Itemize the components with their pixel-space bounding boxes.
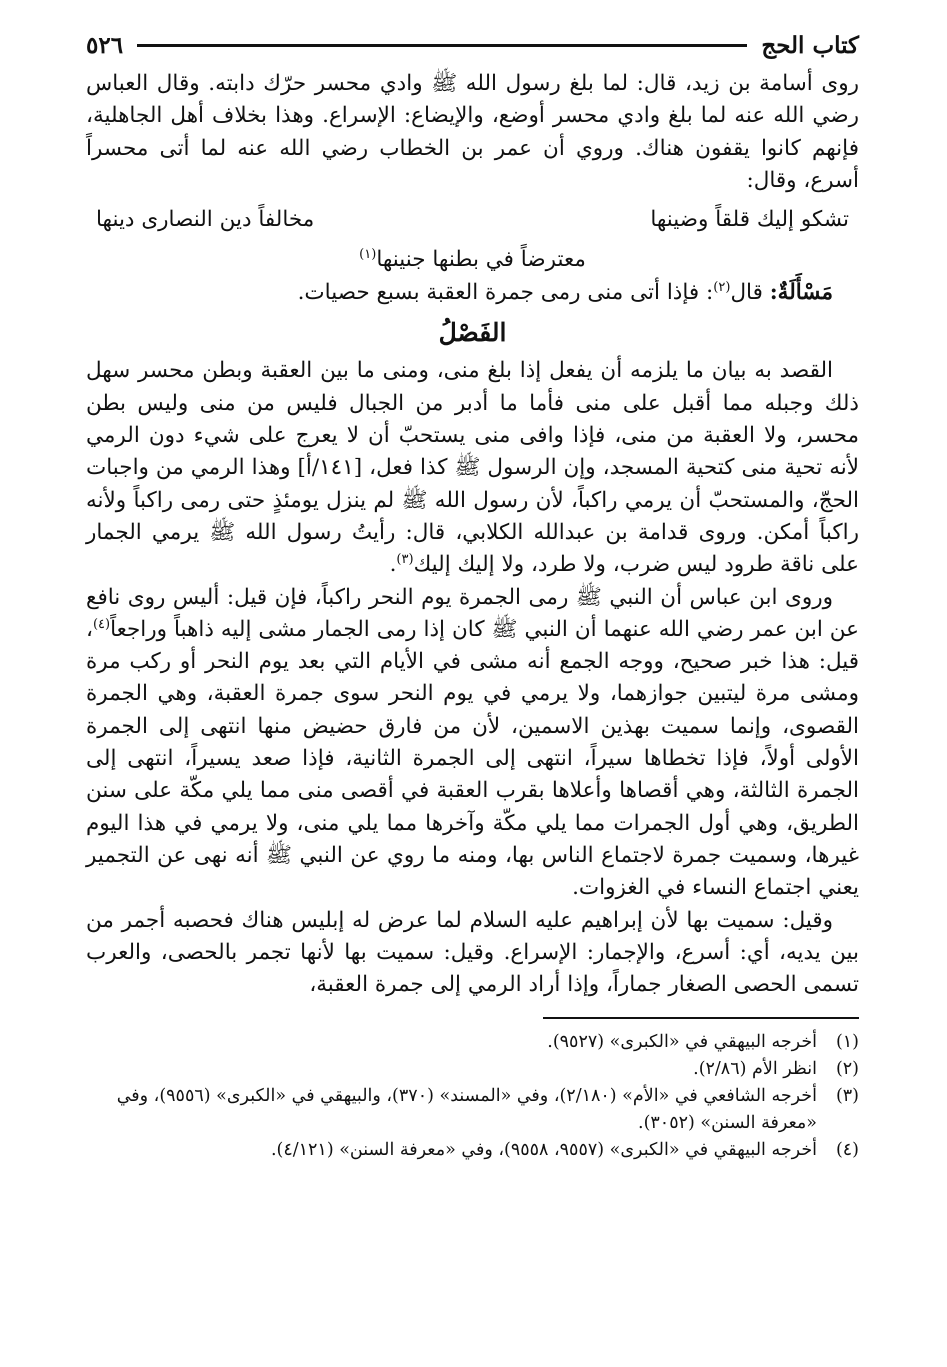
- footnote-number: (١): [835, 1032, 859, 1053]
- poem-verse: [86, 237, 859, 277]
- footnote-number: (٢): [835, 1059, 859, 1080]
- masala-text: قال: [730, 280, 763, 306]
- paragraph-text: .: [389, 552, 397, 578]
- paragraph-text: وروى ابن عباس أن النبي ﷺ رمى الجمرة يوم النحر راكباً، فإن قيل: أليس روى نافع عن ابن عمر رضي الله عنهما أن النبي ﷺ كان إذا رمى الجمار مشى إليه ذاهباً وراجعاً: [86, 584, 859, 642]
- running-header: [86, 28, 859, 62]
- footnote-ref[interactable]: (٤): [92, 616, 111, 632]
- footnote-number: (٤): [835, 1140, 859, 1161]
- main-text: [86, 68, 859, 1001]
- page-number: ٥٢٦: [86, 31, 124, 59]
- section-title: الفَصْلُ: [438, 318, 507, 348]
- verse-hemistich: تشكو إليك قلقاً وضينها: [650, 207, 849, 233]
- paragraph-text: ، قيل: هذا خبر صحيح، ووجه الجمع أنه مشى في الأيام التي بعد يوم النحر أو ركب مرة ومشى مرة ليتبين جوازهما، ولا يرمي في يوم النحر سوى جمرة العقبة، وهي الجمرة القصوى، وإنما سميت بهذين الاسمين، لأن من فارق حضيض منها انتهى إلى الجمرة الأولى أولاً، فإذا تخطاها سيراً، انتهى إلى الجمرة الثانية، فإذا صعد يسيراً، انتهى إلى الجمرة الثالثة، وهي أقصاها وأعلاها بقرب العقبة في أقصى منى مما يلي مكّة على سنن الطريق، وهي أول الجمرات مما يلي مكّة وآخرها مما يلي منى، ولا يرمي في هذا اليوم غيرها، وسميت جمرة لاجتماع الناس بها، ومنه ما روي عن النبي ﷺ أنه نهى عن التجمير يعني اجتماع النساء في الغزوات.: [86, 616, 859, 901]
- footnote-text: أخرجه الشافعي في «الأم» (٢/١٨٠)، وفي «المسند» (٣٧٠)، والبيهقي في «الكبرى» (٩٥٥٦)، وفي «معرفة السنن» (٣٠٥٢).: [116, 1086, 817, 1134]
- paragraph: [86, 355, 859, 581]
- masala-line: [86, 277, 859, 309]
- footnote-text: انظر الأم (٢/٨٦).: [693, 1059, 817, 1080]
- footnote: [86, 1029, 859, 1056]
- footnote: [86, 1137, 859, 1164]
- verse-hemistich: مخالفاً دين النصارى دينها: [96, 207, 315, 233]
- footnote-ref[interactable]: (٢): [713, 280, 731, 296]
- verse-hemistich: معترضاً في بطنها جنينها: [376, 247, 586, 273]
- paragraph: روى أسامة بن زيد، قال: لما بلغ رسول الله ﷺ وادي محسر حرّك دابته. وقال العباس رضي الله عنه لما بلغ وادي محسر أوضع، والإيضاع: الإسراع. وهذا بخلاف أهل الجاهلية، فإنهم كانوا يقفون هناك. وروي أن عمر بن الخطاب رضي الله عنه لما أتى محسراً أسرع، وقال:: [86, 71, 859, 193]
- footnote-rule: [543, 1017, 859, 1019]
- poem-verse: [86, 197, 859, 237]
- footnote-ref[interactable]: (١): [359, 247, 377, 263]
- footnote-number: (٣): [835, 1086, 859, 1107]
- header-rule: [137, 44, 747, 47]
- paragraph: [86, 582, 859, 905]
- masala-text: : فإذا أتى منى رمى جمرة العقبة بسبع حصيات.: [297, 280, 714, 306]
- footnote-text: أخرجه البيهقي في «الكبرى» (٩٥٥٧، ٩٥٥٨)، وفي «معرفة السنن» (٤/١٢١).: [270, 1140, 817, 1161]
- footnote-ref[interactable]: (٣): [396, 552, 414, 568]
- footnote-text: أخرجه البيهقي في «الكبرى» (٩٥٢٧).: [547, 1032, 817, 1053]
- footnotes: [86, 1029, 859, 1164]
- paragraph-text: القصد به بيان ما يلزمه أن يفعل إذا بلغ منى، ومنى ما بين العقبة وبطن محسر سهل ذلك وجبله مما أقبل على منى فأما ما أدبر من الجبال فليس من منى وليس بطن محسر، ولا العقبة من منى، فإذا وافى منى يستحبّ أن لا يعرج على شيء دون الرمي لأنه تحية منى كتحية المسجد، وإن الرسول ﷺ كذا فعل، [١٤١/أ] وهذا الرمي من واجبات الحجّ، والمستحبّ أن يرمي راكباً، لأن رسول الله ﷺ لم ينزل يومئذٍ حتى رمى راكباً ولأنه راكباً أمكن. وروى قدامة بن عبدالله الكلابي، قال: رأيتُ رسول الله ﷺ يرمي الجمار على ناقة طرود ليس ضرب، ولا طرد، ولا إليك إليك: [86, 358, 859, 578]
- footnote: [86, 1056, 859, 1083]
- chapter-title: كتاب الحج: [761, 31, 859, 59]
- masala-label: مَسْأَلَةٌ:: [769, 280, 833, 306]
- paragraph: وقيل: سميت بها لأن إبراهيم عليه السلام لما عرض له إبليس هناك فحصبه أجمر من بين يديه، أي: أسرع، والإجمار: الإسراع. وقيل: سميت بها لأنها تجمر بالحصى، والعرب تسمى الحصى الصغار جماراً، وإذا أراد الرمي إلى جمرة العقبة،: [86, 907, 859, 998]
- footnote: [86, 1083, 859, 1137]
